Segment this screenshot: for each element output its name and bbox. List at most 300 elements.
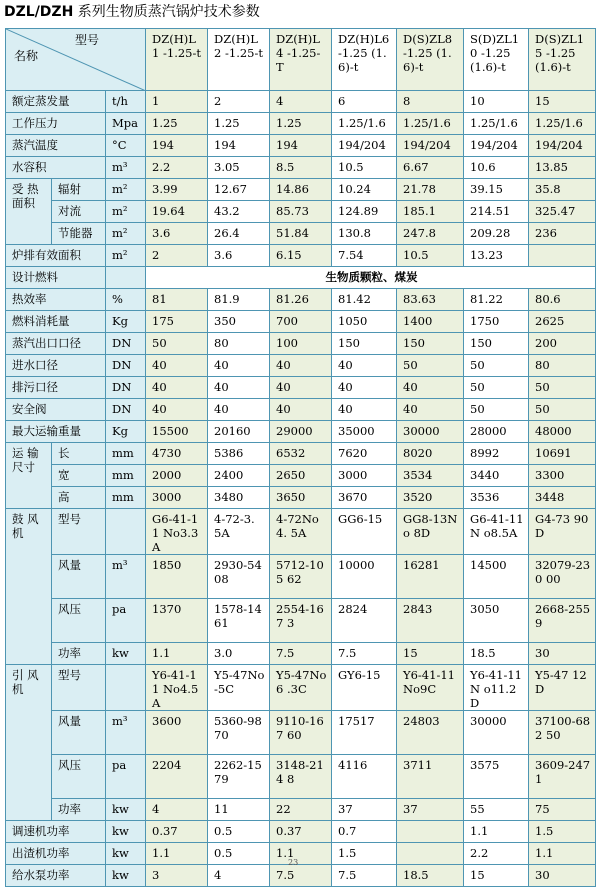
value-cell: 3.0 xyxy=(208,643,270,665)
value-cell: Y6-41-11 No9C xyxy=(397,665,464,711)
model-header: DZ(H)L2 -1.25-t xyxy=(208,29,270,91)
unit-cell: Kg xyxy=(106,421,146,443)
value-cell: 35000 xyxy=(332,421,397,443)
value-cell: 14500 xyxy=(464,555,529,599)
value-cell: GG6-15 xyxy=(332,509,397,555)
value-cell: 30000 xyxy=(464,711,529,755)
value-cell: 19.64 xyxy=(146,201,208,223)
row-label: 高 xyxy=(52,487,106,509)
value-cell: 4730 xyxy=(146,443,208,465)
value-cell xyxy=(529,245,596,267)
value-cell: 80.6 xyxy=(529,289,596,311)
model-header: S(D)ZL10 -1.25 (1.6)-t xyxy=(464,29,529,91)
value-cell: 1.1 xyxy=(529,843,596,865)
row-label: 风量 xyxy=(52,711,106,755)
value-cell: 1.25/1.6 xyxy=(529,113,596,135)
value-cell: 3670 xyxy=(332,487,397,509)
value-cell: 83.63 xyxy=(397,289,464,311)
value-cell: 40 xyxy=(332,355,397,377)
value-cell: 6.15 xyxy=(270,245,332,267)
model-header: DZ(H)L4 -1.25-T xyxy=(270,29,332,91)
value-cell: 5386 xyxy=(208,443,270,465)
value-cell: 3575 xyxy=(464,755,529,799)
value-cell: 40 xyxy=(270,399,332,421)
table-row xyxy=(6,91,596,113)
row-label: 工作压力 xyxy=(6,113,106,135)
row-label: 功率 xyxy=(52,643,106,665)
value-cell: 30 xyxy=(529,643,596,665)
value-cell: 20160 xyxy=(208,421,270,443)
value-cell: 6 xyxy=(332,91,397,113)
value-cell: 3650 xyxy=(270,487,332,509)
value-cell: 3300 xyxy=(529,465,596,487)
unit-cell: mm xyxy=(106,487,146,509)
document-title xyxy=(4,2,260,22)
value-cell: 1400 xyxy=(397,311,464,333)
value-cell: 43.2 xyxy=(208,201,270,223)
row-label: 宽 xyxy=(52,465,106,487)
value-cell: 80 xyxy=(208,333,270,355)
value-cell: 1370 xyxy=(146,599,208,643)
value-cell: 37100-682 50 xyxy=(529,711,596,755)
row-label: 节能器 xyxy=(52,223,106,245)
value-cell: 150 xyxy=(464,333,529,355)
row-label: 风量 xyxy=(52,555,106,599)
value-cell: 35.8 xyxy=(529,179,596,201)
value-cell: 5360-98 70 xyxy=(208,711,270,755)
value-cell: 194 xyxy=(270,135,332,157)
model-header: DZ(H)L6 -1.25 (1.6)-t xyxy=(332,29,397,91)
value-cell: 4-72-3. 5A xyxy=(208,509,270,555)
value-cell: 1.1 xyxy=(146,843,208,865)
row-label: 型号 xyxy=(52,509,106,555)
value-cell: 1.25 xyxy=(208,113,270,135)
table-row xyxy=(6,421,596,443)
value-cell: 8020 xyxy=(397,443,464,465)
table-row xyxy=(6,333,596,355)
value-cell: 1.1 xyxy=(464,821,529,843)
value-cell: 0.5 xyxy=(208,821,270,843)
row-label: 最大运输重量 xyxy=(6,421,106,443)
value-cell: 200 xyxy=(529,333,596,355)
value-cell: 40 xyxy=(397,377,464,399)
table-row xyxy=(6,555,596,599)
value-cell: 50 xyxy=(529,377,596,399)
value-cell: 194/204 xyxy=(332,135,397,157)
value-cell: 0.37 xyxy=(270,821,332,843)
value-cell: 81.22 xyxy=(464,289,529,311)
value-cell: 32079-230 00 xyxy=(529,555,596,599)
value-cell: 2.2 xyxy=(146,157,208,179)
value-cell: 50 xyxy=(146,333,208,355)
value-cell: 3600 xyxy=(146,711,208,755)
value-cell: 2625 xyxy=(529,311,596,333)
table-row xyxy=(6,289,596,311)
unit-cell: m² xyxy=(106,245,146,267)
value-cell: 81.26 xyxy=(270,289,332,311)
row-label: 长 xyxy=(52,443,106,465)
row-label: 水容积 xyxy=(6,157,106,179)
value-cell: 8.5 xyxy=(270,157,332,179)
value-cell: G4-73 90D xyxy=(529,509,596,555)
value-cell: 7.5 xyxy=(332,643,397,665)
table-row xyxy=(6,355,596,377)
value-cell: 3.99 xyxy=(146,179,208,201)
value-cell: 3 xyxy=(146,865,208,887)
value-cell: 50 xyxy=(397,355,464,377)
value-cell: 3609-2471 xyxy=(529,755,596,799)
value-cell: 50 xyxy=(464,399,529,421)
row-label: 热效率 xyxy=(6,289,106,311)
value-cell: Y6-41-11 No4.5A xyxy=(146,665,208,711)
value-cell: 51.84 xyxy=(270,223,332,245)
value-cell: 4 xyxy=(270,91,332,113)
value-cell: 4-72No4. 5A xyxy=(270,509,332,555)
table-row xyxy=(6,599,596,643)
row-label: 风压 xyxy=(52,599,106,643)
value-cell: 1.1 xyxy=(146,643,208,665)
value-cell: 37 xyxy=(332,799,397,821)
value-cell: GG8-13No 8D xyxy=(397,509,464,555)
row-label: 辐射 xyxy=(52,179,106,201)
value-cell: 17517 xyxy=(332,711,397,755)
value-cell: 1.25/1.6 xyxy=(397,113,464,135)
row-label: 功率 xyxy=(52,799,106,821)
table-row xyxy=(6,843,596,865)
value-cell: 40 xyxy=(332,399,397,421)
unit-cell: kw xyxy=(106,865,146,887)
header-name-label: 名称 xyxy=(14,49,39,63)
unit-cell: t/h xyxy=(106,91,146,113)
value-cell: 81.9 xyxy=(208,289,270,311)
value-cell: 2 xyxy=(146,245,208,267)
unit-cell: DN xyxy=(106,355,146,377)
value-cell: 2 xyxy=(208,91,270,113)
value-cell: 13.23 xyxy=(464,245,529,267)
value-cell: 150 xyxy=(397,333,464,355)
value-cell: 3534 xyxy=(397,465,464,487)
unit-cell: m² xyxy=(106,223,146,245)
value-cell: 350 xyxy=(208,311,270,333)
value-cell: 3711 xyxy=(397,755,464,799)
value-cell: 3000 xyxy=(146,487,208,509)
spec-table xyxy=(5,28,596,887)
value-cell: 6.67 xyxy=(397,157,464,179)
value-cell: 9110-167 60 xyxy=(270,711,332,755)
value-cell: 3440 xyxy=(464,465,529,487)
value-cell: 50 xyxy=(464,355,529,377)
unit-cell: % xyxy=(106,289,146,311)
unit-cell: DN xyxy=(106,399,146,421)
value-cell: 2204 xyxy=(146,755,208,799)
value-cell: 40 xyxy=(208,355,270,377)
table-row xyxy=(6,377,596,399)
value-cell: Y5-47No -5C xyxy=(208,665,270,711)
value-cell: 100 xyxy=(270,333,332,355)
row-label: 风压 xyxy=(52,755,106,799)
value-cell: 3.6 xyxy=(146,223,208,245)
unit-cell: °C xyxy=(106,135,146,157)
value-cell: 10.5 xyxy=(332,157,397,179)
value-cell: 50 xyxy=(464,377,529,399)
unit-cell: DN xyxy=(106,377,146,399)
unit-cell: m³ xyxy=(106,711,146,755)
value-cell: 1850 xyxy=(146,555,208,599)
row-label: 额定蒸发量 xyxy=(6,91,106,113)
value-cell: G6-41-11N o8.5A xyxy=(464,509,529,555)
unit-cell: m³ xyxy=(106,157,146,179)
title-text: 系列生物质蒸汽锅炉技术参数 xyxy=(77,4,260,20)
unit-cell: Kg xyxy=(106,311,146,333)
value-cell: 5712-105 62 xyxy=(270,555,332,599)
value-cell: 40 xyxy=(146,377,208,399)
value-cell: 236 xyxy=(529,223,596,245)
value-cell: 150 xyxy=(332,333,397,355)
value-cell xyxy=(397,821,464,843)
value-cell: 2400 xyxy=(208,465,270,487)
value-cell: 4 xyxy=(146,799,208,821)
value-cell: 214.51 xyxy=(464,201,529,223)
value-cell: 4 xyxy=(208,865,270,887)
value-cell: 1.25/1.6 xyxy=(332,113,397,135)
value-cell: 18.5 xyxy=(464,643,529,665)
table-row xyxy=(6,643,596,665)
value-cell: 40 xyxy=(397,399,464,421)
unit-cell: mm xyxy=(106,465,146,487)
value-cell: 81.42 xyxy=(332,289,397,311)
row-label: 炉排有效面积 xyxy=(6,245,106,267)
unit-cell: m³ xyxy=(106,555,146,599)
unit-cell: kw xyxy=(106,643,146,665)
value-cell: 30000 xyxy=(397,421,464,443)
value-cell: 194/204 xyxy=(464,135,529,157)
row-label: 排污口径 xyxy=(6,377,106,399)
value-cell: 8 xyxy=(397,91,464,113)
value-cell: 194/204 xyxy=(397,135,464,157)
value-cell: 10 xyxy=(464,91,529,113)
unit-cell: m² xyxy=(106,201,146,223)
value-cell: 2554-167 3 xyxy=(270,599,332,643)
value-cell: 40 xyxy=(208,377,270,399)
table-row xyxy=(6,245,596,267)
value-cell: 28000 xyxy=(464,421,529,443)
row-label: 型号 xyxy=(52,665,106,711)
value-cell: 40 xyxy=(270,355,332,377)
unit-cell xyxy=(106,665,146,711)
table-row xyxy=(6,487,596,509)
group-label: 引 风 机 xyxy=(6,665,52,821)
unit-cell: pa xyxy=(106,599,146,643)
table-row xyxy=(6,113,596,135)
value-cell: 30 xyxy=(529,865,596,887)
group-label: 受 热 面积 xyxy=(6,179,52,245)
value-cell: 8992 xyxy=(464,443,529,465)
page-number: 23 xyxy=(288,858,299,867)
value-cell: 3000 xyxy=(332,465,397,487)
value-cell: 2843 xyxy=(397,599,464,643)
value-cell: 37 xyxy=(397,799,464,821)
model-header: DZ(H)L1 -1.25-t xyxy=(146,29,208,91)
value-cell: 6532 xyxy=(270,443,332,465)
value-cell: 1.25 xyxy=(270,113,332,135)
header-model-label: 型号 xyxy=(75,33,100,47)
row-label: 蒸汽温度 xyxy=(6,135,106,157)
value-cell: 4116 xyxy=(332,755,397,799)
value-cell: 7.5 xyxy=(270,643,332,665)
value-cell: 1.5 xyxy=(529,821,596,843)
value-cell: 7.54 xyxy=(332,245,397,267)
row-label: 出渣机功率 xyxy=(6,843,106,865)
value-cell: 194 xyxy=(146,135,208,157)
unit-cell: mm xyxy=(106,443,146,465)
row-label: 燃料消耗量 xyxy=(6,311,106,333)
value-cell: 40 xyxy=(146,399,208,421)
value-cell: 3.05 xyxy=(208,157,270,179)
table-row xyxy=(6,509,596,555)
value-cell: 325.47 xyxy=(529,201,596,223)
value-cell: 209.28 xyxy=(464,223,529,245)
unit-cell: kw xyxy=(106,843,146,865)
unit-cell xyxy=(106,509,146,555)
value-cell: 15 xyxy=(529,91,596,113)
value-cell: 1050 xyxy=(332,311,397,333)
value-cell: 10.5 xyxy=(397,245,464,267)
value-cell: 14.86 xyxy=(270,179,332,201)
value-cell: 1750 xyxy=(464,311,529,333)
value-cell: 40 xyxy=(146,355,208,377)
value-cell: 247.8 xyxy=(397,223,464,245)
value-cell: 3536 xyxy=(464,487,529,509)
header-row xyxy=(6,29,596,91)
value-cell: 1.25 xyxy=(146,113,208,135)
table-row xyxy=(6,157,596,179)
unit-cell: kw xyxy=(106,821,146,843)
table-row xyxy=(6,311,596,333)
value-cell: 700 xyxy=(270,311,332,333)
value-cell: 7.5 xyxy=(332,865,397,887)
value-cell: 3148-214 8 xyxy=(270,755,332,799)
value-cell: 185.1 xyxy=(397,201,464,223)
value-cell: GY6-15 xyxy=(332,665,397,711)
value-cell: 2.2 xyxy=(464,843,529,865)
row-label: 对流 xyxy=(52,201,106,223)
table-row xyxy=(6,179,596,201)
value-cell: 2650 xyxy=(270,465,332,487)
value-cell: 40 xyxy=(332,377,397,399)
value-cell: 1.1 xyxy=(270,843,332,865)
row-label: 安全阀 xyxy=(6,399,106,421)
value-cell xyxy=(397,843,464,865)
value-cell: 50 xyxy=(529,399,596,421)
value-cell: 48000 xyxy=(529,421,596,443)
row-label: 给水泵功率 xyxy=(6,865,106,887)
value-cell: 3520 xyxy=(397,487,464,509)
value-cell: 12.67 xyxy=(208,179,270,201)
value-cell: 1578-14 61 xyxy=(208,599,270,643)
table-row xyxy=(6,711,596,755)
value-cell: Y6-41-11N o11.2D xyxy=(464,665,529,711)
value-cell: 11 xyxy=(208,799,270,821)
row-label: 调速机功率 xyxy=(6,821,106,843)
unit-cell xyxy=(106,267,146,289)
title-series: DZL/DZH xyxy=(4,4,74,20)
value-cell: 18.5 xyxy=(397,865,464,887)
header-corner-cell xyxy=(6,29,146,91)
unit-cell: m² xyxy=(106,179,146,201)
value-cell: Y5-47No6 .3C xyxy=(270,665,332,711)
value-cell: 15500 xyxy=(146,421,208,443)
table-row xyxy=(6,201,596,223)
value-cell: 1.25/1.6 xyxy=(464,113,529,135)
value-cell: 29000 xyxy=(270,421,332,443)
value-cell: 2262-15 79 xyxy=(208,755,270,799)
value-cell: 26.4 xyxy=(208,223,270,245)
value-cell: 10691 xyxy=(529,443,596,465)
model-header: D(S)ZL8 -1.25 (1.6)-t xyxy=(397,29,464,91)
value-cell: 2824 xyxy=(332,599,397,643)
value-cell: 80 xyxy=(529,355,596,377)
value-cell: 15 xyxy=(464,865,529,887)
value-cell: 81 xyxy=(146,289,208,311)
model-header: D(S)ZL15 -1.25 (1.6)-t xyxy=(529,29,596,91)
value-cell: 7.5 xyxy=(270,865,332,887)
value-cell: 15 xyxy=(397,643,464,665)
value-cell: 21.78 xyxy=(397,179,464,201)
value-cell: 175 xyxy=(146,311,208,333)
value-cell: 1.5 xyxy=(332,843,397,865)
value-cell: 3448 xyxy=(529,487,596,509)
row-label: 设计燃料 xyxy=(6,267,106,289)
unit-cell: Mpa xyxy=(106,113,146,135)
value-cell: 194 xyxy=(208,135,270,157)
table-row xyxy=(6,135,596,157)
value-cell: 75 xyxy=(529,799,596,821)
value-cell: 39.15 xyxy=(464,179,529,201)
value-cell: 55 xyxy=(464,799,529,821)
value-cell: 10.24 xyxy=(332,179,397,201)
value-cell: 13.85 xyxy=(529,157,596,179)
value-cell: 40 xyxy=(208,399,270,421)
value-cell: 0.7 xyxy=(332,821,397,843)
value-cell: 7620 xyxy=(332,443,397,465)
value-cell: G6-41-11 No3.3A xyxy=(146,509,208,555)
table-row xyxy=(6,465,596,487)
table-row xyxy=(6,665,596,711)
table-row xyxy=(6,755,596,799)
group-label: 鼓 风 机 xyxy=(6,509,52,665)
value-cell: 10.6 xyxy=(464,157,529,179)
group-label: 运 输 尺寸 xyxy=(6,443,52,509)
value-cell: 194/204 xyxy=(529,135,596,157)
unit-cell: kw xyxy=(106,799,146,821)
value-cell: 3050 xyxy=(464,599,529,643)
value-cell: 3480 xyxy=(208,487,270,509)
value-cell: 85.73 xyxy=(270,201,332,223)
table-row xyxy=(6,399,596,421)
table-row xyxy=(6,821,596,843)
value-cell: 1 xyxy=(146,91,208,113)
value-cell: 40 xyxy=(270,377,332,399)
unit-cell: pa xyxy=(106,755,146,799)
value-cell: 22 xyxy=(270,799,332,821)
table-row xyxy=(6,799,596,821)
row-label: 进水口径 xyxy=(6,355,106,377)
fuel-value: 生物质颗粒、煤炭 xyxy=(146,267,596,289)
value-cell: 10000 xyxy=(332,555,397,599)
value-cell: 24803 xyxy=(397,711,464,755)
value-cell: 0.37 xyxy=(146,821,208,843)
value-cell: 124.89 xyxy=(332,201,397,223)
